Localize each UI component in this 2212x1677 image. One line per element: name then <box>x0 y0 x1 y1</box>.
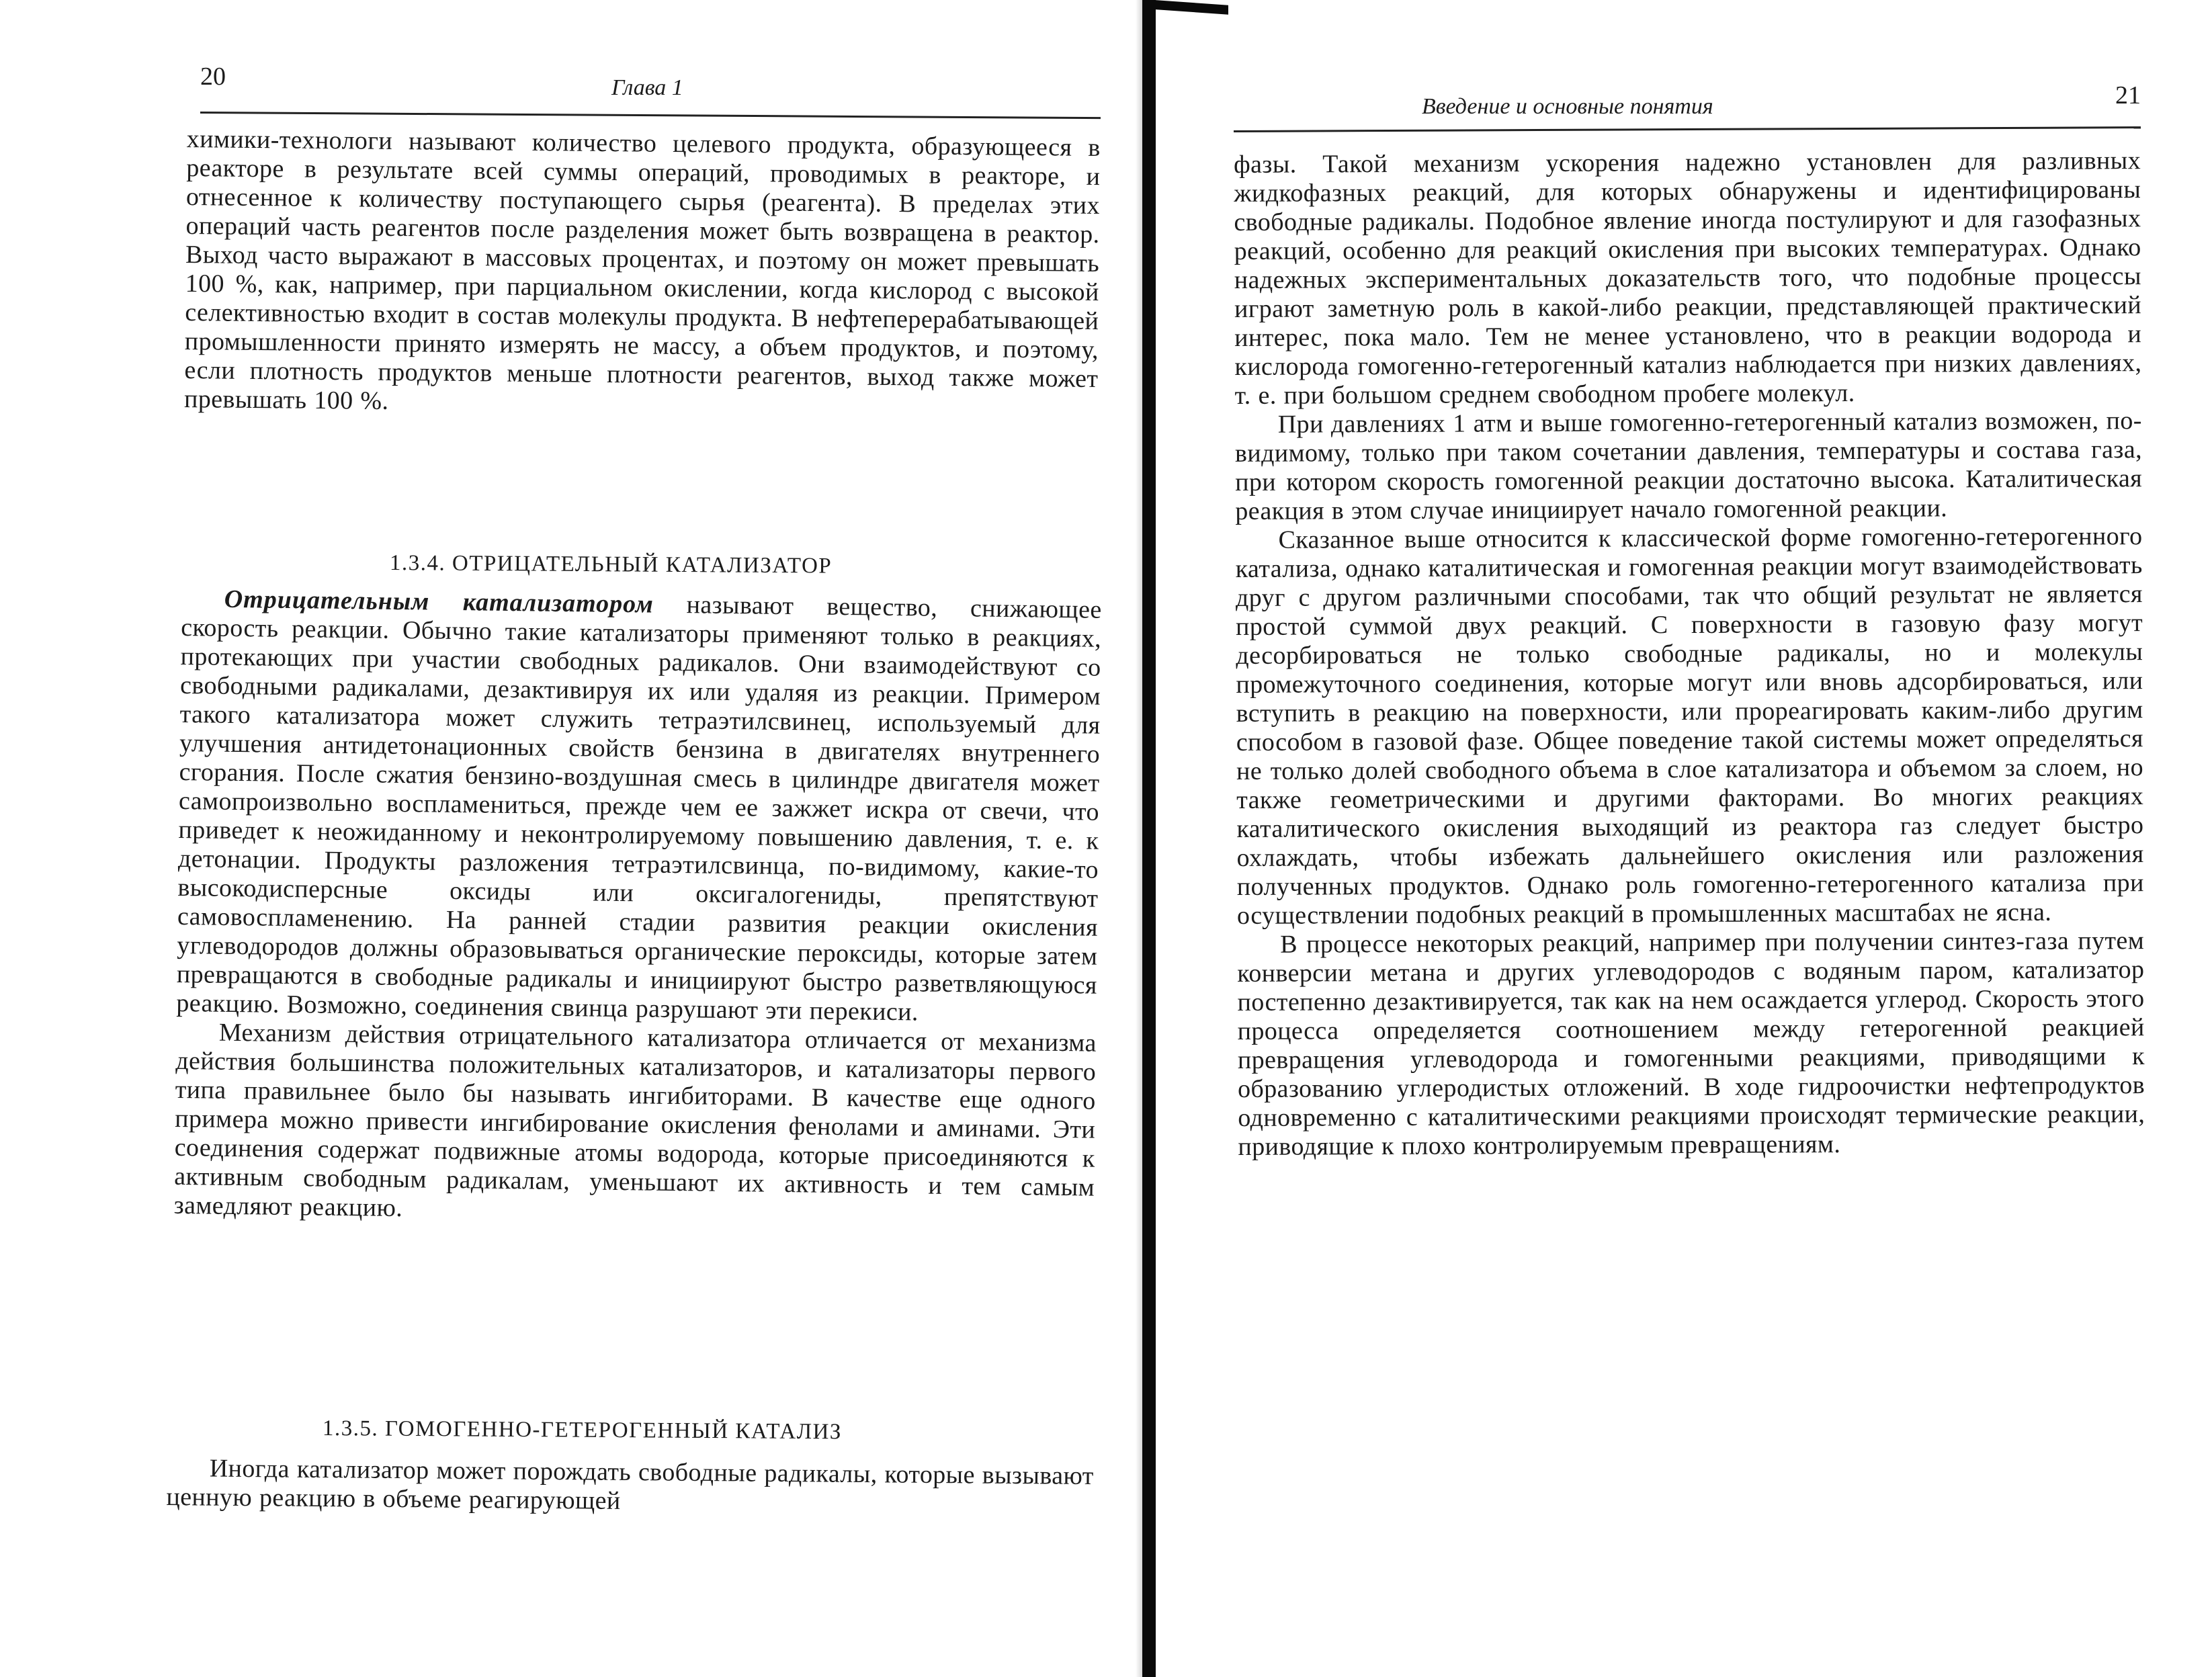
paragraph: В процессе некоторых реакций, например при получении синтез-газа путем конверсии метана и других углеводородов с водяным паром, катализатор постепенно дезактивируется, так как на нем осаждается углерод. Скорость этого процесса определяется соотношением между гетерогенной реакцией превращения углеводорода и гомогенными реакциями, приводящими к образованию углеродистых отложений. В ходе гидроочистки нефтепродуктов одновременно с каталитическими реакциями происходят термические реакции, приводящие к плохо контролируемым превращениям. <box>1237 927 2145 1161</box>
left-text-block-section-1-3-4 <box>173 585 1101 1232</box>
section-heading-1-3-4: 1.3.4. ОТРИЦАТЕЛЬНЫЙ КАТАЛИЗАТОР <box>389 551 833 578</box>
right-running-title: Введение и основные понятия <box>1422 94 1713 119</box>
paragraph: Сказанное выше относится к классической форме гомогенно-гетерогенного катализа, однако каталитическая и гомогенная реакции могут взаимодействовать друг с другом различными способами, так что общий результат не является простой суммой двух реакций. С поверхности в газовую фазу могут десорбироваться не только свободные радикалы, но и молекулы промежуточного соединения, которые могут или вновь адсорбироваться, или вступить в реакцию на поверхности, или прореагировать каким-либо другим способом в газовой фазе. Общее поведение такой системы может определяться не только долей свободного объема в слое катализатора и объемом за слоем, но также геометрическими и другими факторами. Во многих реакциях каталитического окисления выходящий из реактора газ следует быстро охлаждать, чтобы избежать дальнейшего окисления или разложения полученных продуктов. Однако роль гомогенно-гетерогенного катализа при осуществлении подобных реакций в промышленных масштабах не ясна. <box>1235 522 2144 930</box>
section-heading-1-3-5: 1.3.5. ГОМОГЕННО-ГЕТЕРОГЕННЫЙ КАТАЛИЗ <box>322 1416 843 1445</box>
right-header-rule <box>1234 126 2141 132</box>
right-page-number: 21 <box>2115 81 2141 110</box>
paragraph: Механизм действия отрицательного катализатора отличается от механизма действия большинства положительных катализаторов, и катализаторы первого типа правильнее было бы называть ингибиторами. В качестве еще одного примера можно привести ингибирование окисления фенолами и аминами. Эти соединения содержат подвижные атомы водорода, которые присоединяются к активным свободным радикалам, уменьшают их активность и тем самым замедляют реакцию. <box>173 1018 1097 1223</box>
paragraph <box>176 585 1102 1029</box>
left-text-block-section-1-3-5 <box>166 1454 1094 1520</box>
left-running-title: Глава 1 <box>611 75 683 100</box>
paragraph: Иногда катализатор может порождать свободные радикалы, которые вызывают ценную реакцию в объеме реагирующей <box>166 1454 1094 1515</box>
paragraph: При давлениях 1 атм и выше гомогенно-гетерогенный катализ возможен, по-видимому, только при таком сочетании давления, температуры и состава газа, при котором скорость гомогенной реакции достаточно высока. Каталитическая реакция в этом случае инициирует начало гомогенной реакции. <box>1234 406 2143 525</box>
paragraph-text: называют вещество, снижающее скорость реакции. Обычно такие катализаторы применяют только в реакциях, протекающих при участии свободных радикалов. Они взаимодействуют со свободными радикалами, дезактивируя их или удаляя из реакции. Примером такого катализатора может служить тетраэтилсвинец, используемый для улучшения антидетонационных свойств бензина в двигателях внутреннего сгорания. После сжатия бензино-воздушная смесь в цилиндре двигателя может самопроизвольно воспламениться, прежде чем ее зажжет искра от свечи, что приведет к неожиданному и неконтролируемому повышению давления, т. е. к детонации. Продукты разложения тетраэтилсвинца, по-видимому, какие-то высокодисперсные оксиды или оксигалогениды, препятствуют самовоспламенению. На ранней стадии развития реакции окисления углеводородов должны образовываться органические пероксиды, которые затем превращаются в свободные радикалы и инициируют быстро разветвляющуюся реакцию. Возможно, соединения свинца разрушают эти перекиси. <box>176 590 1102 1027</box>
left-text-block-intro <box>184 125 1101 423</box>
term-emphasis: Отрицательным катализатором <box>224 585 654 619</box>
paragraph: химики-технологи называют количество целевого продукта, образующееся в реакторе в результате всей суммы операций, проводимых в реакторе, и отнесенное к количеству поступающего сырья (реагента). В пределах этих операций часть реагентов после разделения может быть возвращена в реактор. Выход часто выражают в массовых процентах, и поэтому он может превышать 100 %, как, например, при парциальном окислении, когда кислород с высокой селективностью входит в состав молекулы продукта. В нефтеперерабатывающей промышленности принято измерять не массу, а объем продуктов, и поэтому, если плотность продуктов меньше плотности реагентов, выход также может превышать 100 %. <box>183 125 1101 415</box>
paragraph: фазы. Такой механизм ускорения надежно установлен для разливных жидкофазных реакций, для которых обнаружены и идентифицированы свободные радикалы. Подобное явление иногда постулируют и для газофазных реакций, особенно для реакций окисления при высоких температурах. Однако надежных экспериментальных доказательств того, что подобные процессы играют заметную роль в какой-либо реакции, представляющей практический интерес, пока мало. Тем не менее установлено, что в реакции водорода и кислорода гомогенно-гетерогенный катализ наблюдается при низких давлениях, т. е. при большом среднем свободном пробеге молекул. <box>1234 146 2142 410</box>
right-page <box>1153 0 2212 1677</box>
left-page-number: 20 <box>200 62 226 91</box>
right-running-head <box>1234 62 2141 119</box>
left-header-rule <box>200 112 1101 119</box>
right-text-block <box>1234 146 2145 1162</box>
left-running-head <box>200 62 1101 102</box>
